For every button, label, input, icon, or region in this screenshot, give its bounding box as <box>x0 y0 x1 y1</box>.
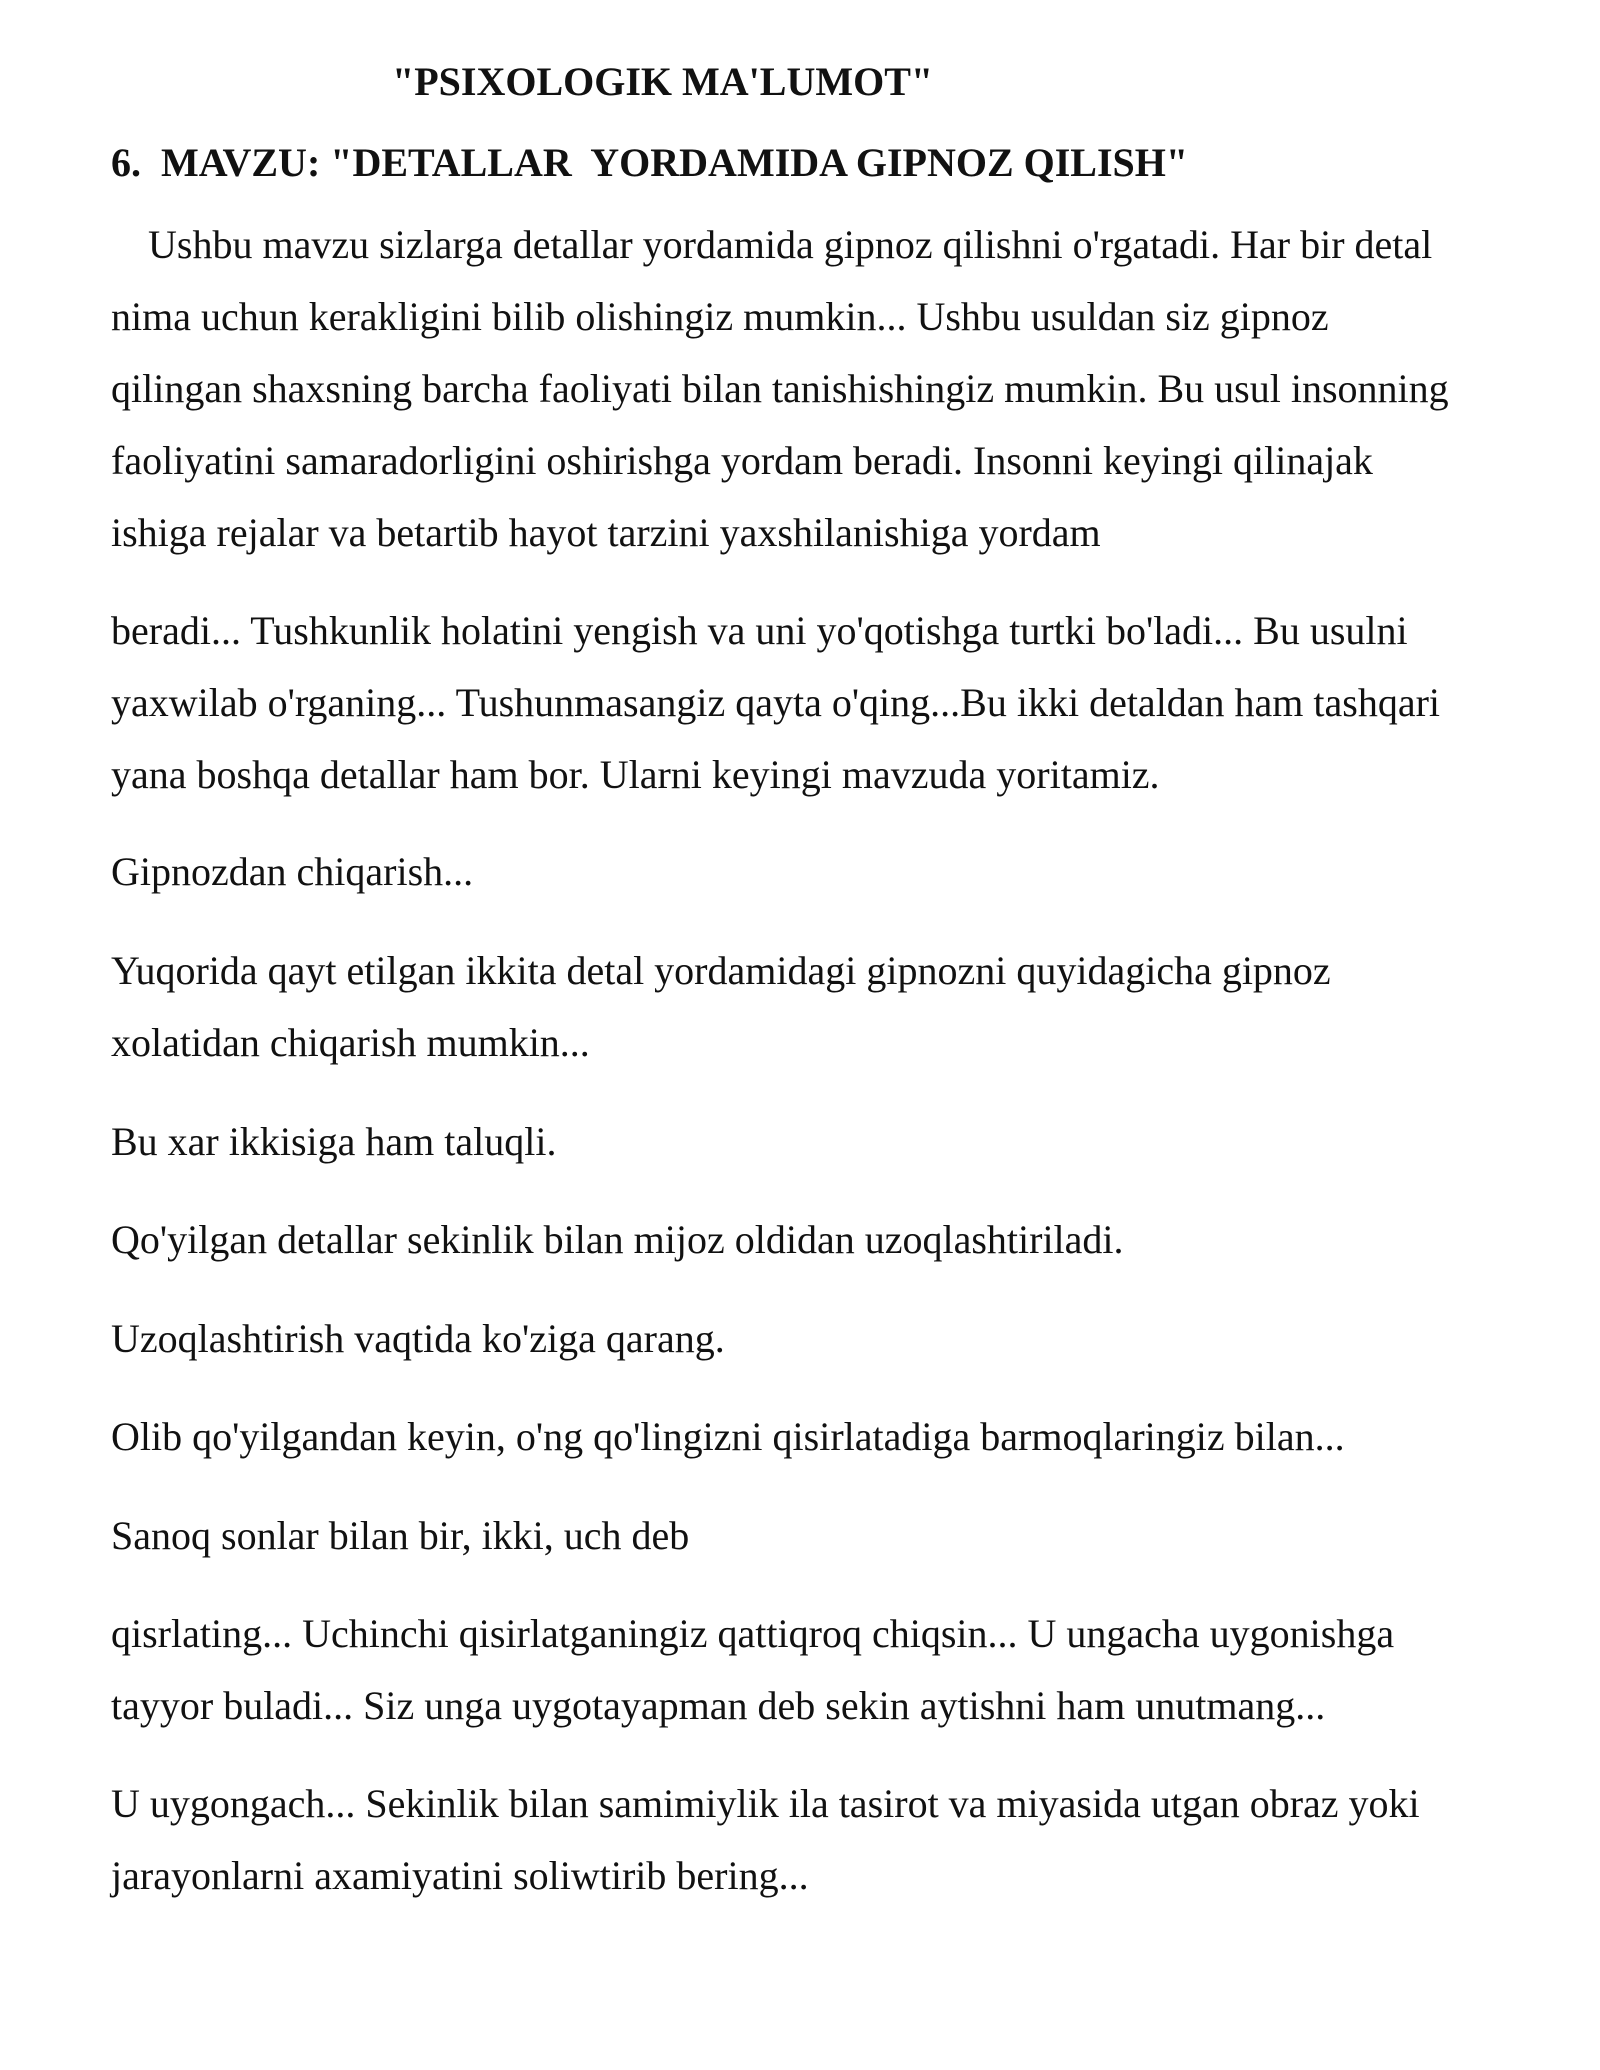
paragraph-line: qilingan shaxsning barcha faoliyati bilan tanishishingiz mumkin. Bu usul insonning <box>111 366 1449 411</box>
paragraph-line: Yuqorida qayt etilgan ikkita detal yordamidagi gipnozni quyidagicha gipnoz <box>111 948 1331 993</box>
paragraph-line: Ushbu mavzu sizlarga detallar yordamida gipnoz qilishni o'rgatadi. Har bir detal <box>148 222 1433 267</box>
paragraph-line: Qo'yilgan detallar sekinlik bilan mijoz oldidan uzoqlashtiriladi. <box>111 1217 1124 1262</box>
paragraph-10 <box>111 1598 1511 1742</box>
paragraph-line: ishiga rejalar va betartib hayot tarzini yaxshilanishiga yordam <box>111 510 1101 555</box>
paragraph-4 <box>111 935 1511 1079</box>
paragraph-line: beradi... Tushkunlik holatini yengish va uni yo'qotishga turtki bo'ladi... Bu usulni <box>111 608 1408 653</box>
topic-heading: 6. MAVZU: "DETALLAR YORDAMIDA GIPNOZ QILISH" <box>111 140 1189 185</box>
paragraph-line: yaxwilab o'rganing... Tushunmasangiz qayta o'qing...Bu ikki detaldan ham tashqari <box>111 680 1441 725</box>
paragraph-6 <box>111 1204 1511 1276</box>
paragraph-line: nima uchun kerakligini bilib olishingiz mumkin... Ushbu usuldan siz gipnoz <box>111 294 1329 339</box>
paragraph-line: Sanoq sonlar bilan bir, ikki, uch deb <box>111 1513 690 1558</box>
paragraph-line: Gipnozdan chiqarish... <box>111 849 474 894</box>
paragraph-2 <box>111 595 1511 811</box>
paragraph-line: Olib qo'yilgandan keyin, o'ng qo'lingizni qisirlatadiga barmoqlaringiz bilan... <box>111 1414 1345 1459</box>
paragraph-line: U uygongach... Sekinlik bilan samimiylik ila tasirot va miyasida utgan obraz yoki <box>111 1781 1420 1826</box>
paragraph-3 <box>111 836 1511 908</box>
paragraph-11 <box>111 1768 1511 1912</box>
paragraph-line: xolatidan chiqarish mumkin... <box>111 1020 590 1065</box>
paragraph-1 <box>111 209 1511 569</box>
paragraph-line: tayyor buladi... Siz unga uygotayapman deb sekin aytishni ham unutmang... <box>111 1683 1326 1728</box>
paragraph-7 <box>111 1303 1511 1375</box>
paragraph-9 <box>111 1500 1511 1572</box>
paragraph-8 <box>111 1401 1511 1473</box>
paragraph-line: jarayonlarni axamiyatini soliwtirib bering... <box>111 1853 809 1898</box>
document-title: "PSIXOLOGIK MA'LUMOT" <box>392 59 934 104</box>
paragraph-line: Bu xar ikkisiga ham taluqli. <box>111 1119 557 1164</box>
paragraph-line: Uzoqlashtirish vaqtida ko'ziga qarang. <box>111 1316 725 1361</box>
paragraph-5 <box>111 1106 1511 1178</box>
paragraph-line: yana boshqa detallar ham bor. Ularni keyingi mavzuda yoritamiz. <box>111 752 1160 797</box>
paragraph-line: qisrlating... Uchinchi qisirlatganingiz qattiqroq chiqsin... U ungacha uygonishga <box>111 1611 1395 1656</box>
paragraph-line: faoliyatini samaradorligini oshirishga yordam beradi. Insonni keyingi qilinajak <box>111 438 1373 483</box>
